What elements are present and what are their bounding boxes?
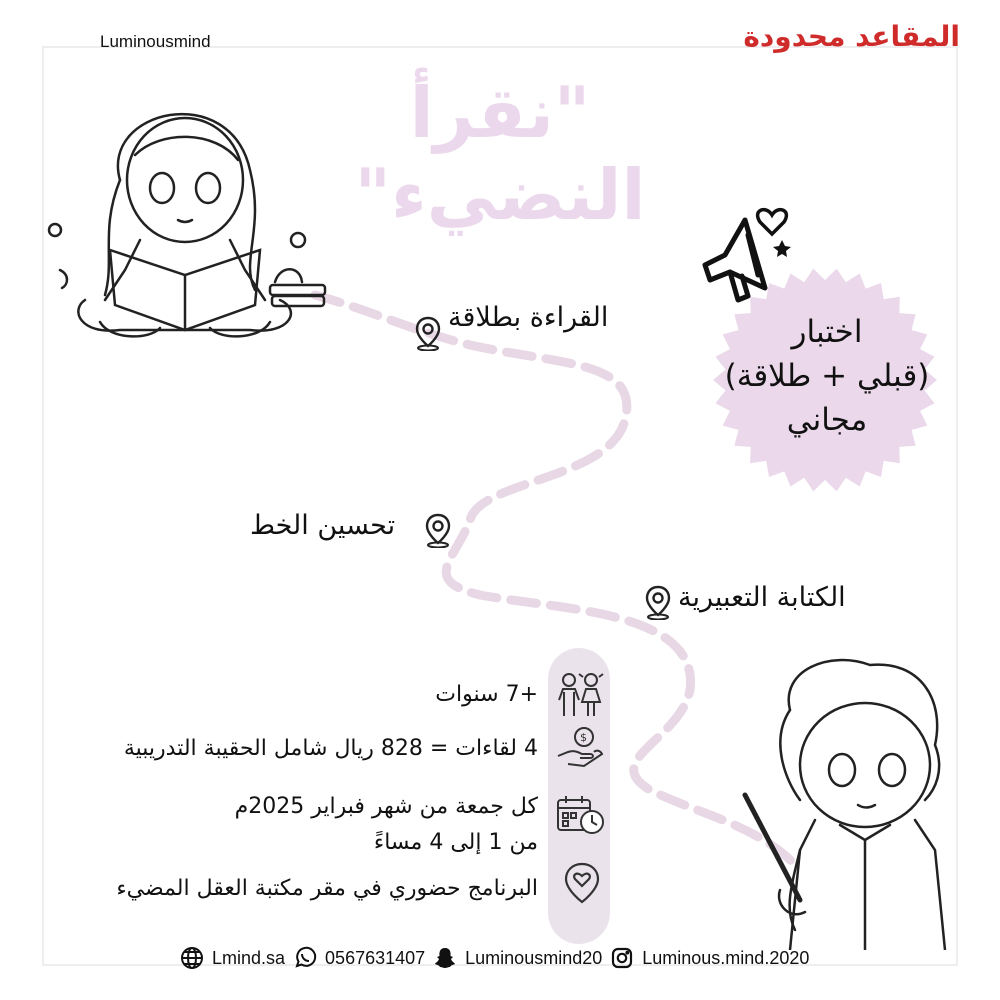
schedule-days: كل جمعة من شهر فبراير 2025م (234, 794, 538, 819)
snapchat-handle[interactable]: Luminousmind20 (465, 947, 603, 968)
path-stop-label: القراءة بطلاقة (448, 302, 609, 333)
snapchat-icon (433, 946, 457, 970)
price-info: 4 لقاءات = 828 ريال شامل الحقيبة التدريبية (123, 736, 538, 761)
globe-icon (180, 946, 204, 970)
brand-name: Luminousmind (100, 32, 211, 51)
instagram-icon (610, 946, 634, 970)
location-pin-icon (642, 584, 674, 620)
badge-line-1: اختبار (791, 314, 863, 350)
badge-line-3: مجاني (786, 402, 868, 438)
path-stop-reading (448, 302, 608, 333)
path-stop-expressive-writing (678, 582, 846, 613)
girl-reading-illustration (40, 60, 330, 350)
svg-text:$: $ (580, 731, 587, 744)
location-heart-icon (562, 862, 602, 906)
boy-with-pencil-illustration (730, 650, 970, 950)
children-icon (555, 672, 605, 718)
path-stop-label: تحسين الخط (250, 510, 396, 541)
path-stop-handwriting (250, 510, 395, 541)
website-link[interactable]: Lmind.sa (212, 947, 286, 968)
megaphone-icon (690, 200, 800, 310)
calendar-clock-icon (556, 794, 606, 836)
path-stop-label: الكتابة التعبيرية (678, 582, 846, 613)
poster-title: "نقرأ النضيء" (354, 72, 646, 236)
program-location: البرنامج حضوري في مقر مكتبة العقل المضيء (116, 876, 538, 901)
price-hand-coin-icon (556, 726, 604, 770)
whatsapp-icon (293, 946, 317, 970)
badge-line-2: (قبلي + طلاقة) (724, 358, 930, 394)
location-pin-icon (422, 512, 454, 548)
whatsapp-number[interactable]: 0567631407 (325, 947, 426, 968)
badge-text (712, 310, 942, 442)
location-pin-icon (412, 315, 444, 351)
age-requirement: +7 سنوات (435, 682, 538, 707)
schedule-hours: من 1 إلى 4 مساءً (373, 830, 538, 855)
limited-seats-label: المقاعد محدودة (743, 20, 960, 53)
instagram-handle[interactable]: Luminous.mind.2020 (642, 947, 810, 968)
contact-footer (180, 946, 809, 970)
